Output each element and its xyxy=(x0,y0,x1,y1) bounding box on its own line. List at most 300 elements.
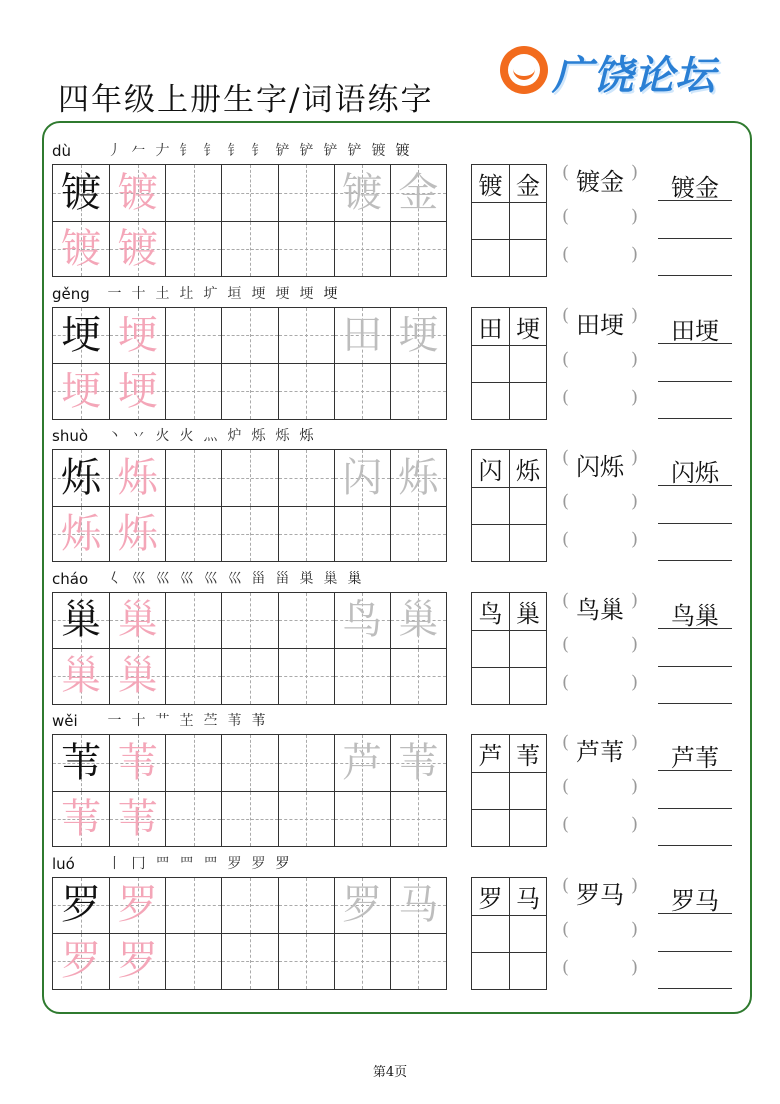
word-cell[interactable] xyxy=(472,878,509,915)
writing-cell[interactable] xyxy=(165,735,221,791)
writing-cell[interactable] xyxy=(390,593,446,649)
gray-char: 鸟 xyxy=(342,597,383,644)
word-cell[interactable] xyxy=(509,915,546,952)
writing-cell[interactable] xyxy=(53,735,109,791)
writing-cell[interactable] xyxy=(221,735,277,791)
stroke-step: 罒 xyxy=(155,855,170,872)
stroke-step: 巣 xyxy=(299,570,314,587)
stroke-step: 罗 xyxy=(227,855,242,872)
paren-text: 闪烁 xyxy=(576,453,624,481)
answer-word: 芦苇 xyxy=(671,744,719,772)
stroke-step: 十 xyxy=(131,285,146,302)
stroke-step: 巛 xyxy=(203,570,218,587)
word-char: 苇 xyxy=(516,742,540,770)
writing-cell[interactable] xyxy=(165,506,221,562)
open-paren: ( xyxy=(562,447,570,468)
writing-cell[interactable] xyxy=(53,363,109,419)
paren-text: 罗马 xyxy=(576,880,624,909)
writing-cell[interactable] xyxy=(334,221,390,277)
answer-line[interactable] xyxy=(658,808,732,809)
answer-word: 闪烁 xyxy=(671,459,719,487)
stroke-step: 丿 xyxy=(107,143,122,159)
stroke-step: 土 xyxy=(155,285,170,302)
close-paren: ) xyxy=(630,589,638,611)
word-cell[interactable] xyxy=(472,345,509,382)
open-paren: ( xyxy=(562,814,570,835)
word-cell[interactable] xyxy=(509,809,546,846)
writing-cell[interactable] xyxy=(109,735,165,791)
pinyin-label: luó xyxy=(52,854,75,873)
word-char: 马 xyxy=(516,884,540,913)
stroke-step: 灬 xyxy=(203,428,218,444)
writing-cell[interactable] xyxy=(221,933,277,989)
stroke-step: 一 xyxy=(107,713,122,729)
writing-cell[interactable] xyxy=(165,221,221,277)
stroke-order-line xyxy=(52,423,317,445)
answer-line[interactable] xyxy=(658,343,732,344)
stroke-step: 镀 xyxy=(371,143,386,159)
answer-line[interactable] xyxy=(658,275,732,276)
writing-cell[interactable] xyxy=(221,506,277,562)
word-cell[interactable] xyxy=(472,202,509,239)
answer-line[interactable] xyxy=(658,560,732,561)
writing-cell[interactable] xyxy=(334,878,390,934)
answer-line[interactable] xyxy=(658,951,732,952)
writing-cell[interactable] xyxy=(165,308,221,364)
writing-cell[interactable] xyxy=(278,735,334,791)
writing-cell[interactable] xyxy=(390,933,446,989)
writing-cell[interactable] xyxy=(109,648,165,704)
pinyin-label: cháo xyxy=(52,569,89,588)
stroke-step: 巛 xyxy=(155,570,170,587)
paren-text: 芦苇 xyxy=(576,738,624,766)
open-paren: ( xyxy=(562,874,570,896)
pinyin-label: dù xyxy=(52,142,72,160)
writing-cell[interactable] xyxy=(109,308,165,364)
writing-cell[interactable] xyxy=(390,791,446,847)
writing-cell[interactable] xyxy=(165,450,221,506)
trace-char: 罗 xyxy=(117,882,158,929)
stroke-order-line xyxy=(52,566,365,588)
writing-cell[interactable] xyxy=(53,506,109,562)
model-char: 罗 xyxy=(61,882,102,929)
word-char: 巢 xyxy=(516,599,540,628)
stroke-step: 铲 xyxy=(347,143,362,159)
stroke-step: 丨 xyxy=(107,855,122,872)
trace-char: 苇 xyxy=(117,795,158,842)
trace-char: 镀 xyxy=(61,225,102,272)
writing-cell[interactable] xyxy=(109,165,165,221)
word-char: 芦 xyxy=(478,742,503,770)
word-char: 鸟 xyxy=(478,599,503,628)
word-cell[interactable] xyxy=(509,487,546,524)
trace-char: 巢 xyxy=(61,653,102,700)
answer-line[interactable] xyxy=(658,666,732,667)
stroke-step: 埂 xyxy=(275,285,290,302)
writing-cell[interactable] xyxy=(221,878,277,934)
word-cell[interactable] xyxy=(509,450,546,487)
stroke-step: 埂 xyxy=(323,285,338,302)
writing-cell[interactable] xyxy=(109,221,165,277)
writing-cell[interactable] xyxy=(53,791,109,847)
writing-cell[interactable] xyxy=(390,363,446,419)
answer-line[interactable] xyxy=(658,418,732,419)
stroke-step: 铲 xyxy=(323,143,338,159)
stroke-order-line xyxy=(52,138,413,160)
writing-cell[interactable] xyxy=(334,933,390,989)
stroke-step: 铲 xyxy=(299,143,314,159)
writing-cell[interactable] xyxy=(334,593,390,649)
stroke-order-line xyxy=(52,281,341,303)
writing-cell[interactable] xyxy=(390,308,446,364)
stroke-sequence xyxy=(104,710,269,730)
writing-cell[interactable] xyxy=(334,450,390,506)
open-paren: ( xyxy=(562,491,570,512)
word-cell[interactable] xyxy=(472,308,509,345)
stroke-step: 圵 xyxy=(179,285,194,302)
open-paren: ( xyxy=(562,589,570,611)
writing-cell[interactable] xyxy=(334,308,390,364)
open-paren: ( xyxy=(562,671,570,693)
practice-grid xyxy=(52,307,447,420)
writing-cell[interactable] xyxy=(53,221,109,277)
answer-line[interactable] xyxy=(658,988,732,989)
stroke-step: 𠂉 xyxy=(131,143,146,159)
word-char: 罗 xyxy=(478,884,503,913)
stroke-step: 罗 xyxy=(251,855,266,872)
word-cell[interactable] xyxy=(472,667,509,704)
stroke-order-line xyxy=(52,708,269,730)
trace-char: 镀 xyxy=(117,169,158,216)
empty-paren-blank[interactable] xyxy=(562,776,638,797)
writing-cell[interactable] xyxy=(221,648,277,704)
word-cell[interactable] xyxy=(509,667,546,704)
word-cell[interactable] xyxy=(509,878,546,915)
empty-paren-blank[interactable] xyxy=(562,244,638,265)
word-cell[interactable] xyxy=(472,593,509,630)
gray-char: 芦 xyxy=(342,739,383,786)
writing-cell[interactable] xyxy=(278,221,334,277)
pinyin-label: shuò xyxy=(52,427,89,445)
writing-cell[interactable] xyxy=(221,593,277,649)
writing-cell[interactable] xyxy=(390,221,446,277)
answer-line[interactable] xyxy=(658,845,732,846)
trace-char: 罗 xyxy=(61,938,102,985)
writing-cell[interactable] xyxy=(221,308,277,364)
open-paren: ( xyxy=(562,633,570,655)
empty-paren-blank[interactable] xyxy=(562,957,638,978)
writing-cell[interactable] xyxy=(165,878,221,934)
close-paren: ) xyxy=(630,671,638,693)
writing-cell[interactable] xyxy=(390,648,446,704)
close-paren: ) xyxy=(630,162,638,183)
stroke-step: 炉 xyxy=(227,428,242,444)
writing-cell[interactable] xyxy=(390,450,446,506)
writing-cell[interactable] xyxy=(109,506,165,562)
word-cell[interactable] xyxy=(509,630,546,667)
word-grid xyxy=(471,592,547,705)
paren-text: 田埂 xyxy=(576,310,624,339)
word-grid xyxy=(471,734,547,847)
stroke-sequence xyxy=(104,425,317,445)
trace-char: 镀 xyxy=(117,225,158,272)
stroke-step: 钅 xyxy=(179,143,194,159)
empty-paren-blank[interactable] xyxy=(562,349,638,370)
writing-cell[interactable] xyxy=(221,450,277,506)
page-title: 四年级上册生字/词语练字 xyxy=(58,82,434,118)
paren-word xyxy=(562,875,638,910)
stroke-step: 𡿨 xyxy=(107,570,122,587)
writing-cell[interactable] xyxy=(278,648,334,704)
word-cell[interactable] xyxy=(472,735,509,772)
word-cell[interactable] xyxy=(472,952,509,989)
trace-char: 埂 xyxy=(61,368,102,415)
word-cell[interactable] xyxy=(509,382,546,419)
answer-line[interactable] xyxy=(658,770,732,771)
answer-line[interactable] xyxy=(658,238,732,239)
stroke-step: 十 xyxy=(131,713,146,729)
writing-cell[interactable] xyxy=(165,363,221,419)
trace-char: 罗 xyxy=(117,938,158,985)
open-paren: ( xyxy=(562,918,570,940)
writing-cell[interactable] xyxy=(221,221,277,277)
writing-cell[interactable] xyxy=(278,878,334,934)
word-cell[interactable] xyxy=(509,239,546,276)
model-char: 巢 xyxy=(61,597,102,644)
writing-cell[interactable] xyxy=(278,363,334,419)
writing-cell[interactable] xyxy=(221,791,277,847)
writing-cell[interactable] xyxy=(278,593,334,649)
trace-char: 埂 xyxy=(117,312,158,359)
trace-char: 烁 xyxy=(61,510,102,557)
page-number: 第4页 xyxy=(372,1065,408,1080)
paren-text: 镀金 xyxy=(576,168,624,196)
writing-cell[interactable] xyxy=(278,165,334,221)
answer-line[interactable] xyxy=(658,628,732,629)
gray-char: 罗 xyxy=(342,882,383,929)
stroke-step: 罒 xyxy=(179,855,194,872)
word-cell[interactable] xyxy=(509,593,546,630)
word-cell[interactable] xyxy=(472,487,509,524)
stroke-step: 甾 xyxy=(251,570,266,587)
gray-char: 巢 xyxy=(398,597,439,644)
word-cell[interactable] xyxy=(472,915,509,952)
answer-line[interactable] xyxy=(658,381,732,382)
stroke-step: 罗 xyxy=(275,855,290,872)
writing-cell[interactable] xyxy=(278,506,334,562)
empty-paren-blank[interactable] xyxy=(562,529,638,550)
answer-word: 罗马 xyxy=(671,886,719,915)
word-cell[interactable] xyxy=(472,165,509,202)
empty-paren-blank[interactable] xyxy=(562,672,638,693)
word-grid xyxy=(471,307,547,420)
close-paren: ) xyxy=(630,874,638,896)
writing-cell[interactable] xyxy=(334,648,390,704)
writing-cell[interactable] xyxy=(334,165,390,221)
writing-cell[interactable] xyxy=(334,363,390,419)
word-grid xyxy=(471,877,547,990)
gray-char: 田 xyxy=(342,312,383,359)
stroke-step: 艹 xyxy=(155,713,170,729)
close-paren: ) xyxy=(630,491,638,512)
writing-cell[interactable] xyxy=(334,735,390,791)
answer-line[interactable] xyxy=(658,913,732,914)
writing-cell[interactable] xyxy=(390,165,446,221)
answer-line[interactable] xyxy=(658,523,732,524)
writing-cell[interactable] xyxy=(334,506,390,562)
answer-line[interactable] xyxy=(658,485,732,486)
empty-paren-blank[interactable] xyxy=(562,634,638,655)
writing-cell[interactable] xyxy=(165,165,221,221)
stroke-sequence xyxy=(104,568,365,588)
writing-cell[interactable] xyxy=(278,791,334,847)
pinyin-label: gěng xyxy=(52,284,90,303)
stroke-step: 钅 xyxy=(251,143,266,159)
word-cell[interactable] xyxy=(472,772,509,809)
open-paren: ( xyxy=(562,348,570,370)
stroke-step: 𠂇 xyxy=(155,143,170,159)
practice-grid xyxy=(52,734,447,847)
writing-cell[interactable] xyxy=(278,450,334,506)
writing-cell[interactable] xyxy=(334,791,390,847)
writing-cell[interactable] xyxy=(109,791,165,847)
answer-word: 田埂 xyxy=(671,316,719,345)
word-cell[interactable] xyxy=(472,809,509,846)
answer-word: 镀金 xyxy=(671,174,719,202)
word-cell[interactable] xyxy=(509,165,546,202)
writing-cell[interactable] xyxy=(109,933,165,989)
writing-cell[interactable] xyxy=(53,165,109,221)
writing-cell[interactable] xyxy=(221,363,277,419)
open-paren: ( xyxy=(562,304,570,326)
gray-char: 镀 xyxy=(342,169,383,216)
writing-cell[interactable] xyxy=(390,878,446,934)
stroke-step: 钅 xyxy=(203,143,218,159)
word-cell[interactable] xyxy=(509,952,546,989)
writing-cell[interactable] xyxy=(53,593,109,649)
logo xyxy=(500,40,740,102)
paren-word xyxy=(562,162,638,197)
open-paren: ( xyxy=(562,956,570,978)
stroke-step: 巛 xyxy=(131,570,146,587)
trace-char: 烁 xyxy=(117,454,158,501)
writing-cell[interactable] xyxy=(165,791,221,847)
writing-cell[interactable] xyxy=(53,878,109,934)
empty-paren-blank[interactable] xyxy=(562,206,638,227)
close-paren: ) xyxy=(630,206,638,227)
word-cell[interactable] xyxy=(509,308,546,345)
close-paren: ) xyxy=(630,732,638,753)
trace-char: 巢 xyxy=(117,653,158,700)
smiley-logo-icon xyxy=(500,46,548,94)
word-char: 金 xyxy=(516,172,540,200)
trace-char: 苇 xyxy=(117,739,158,786)
writing-cell[interactable] xyxy=(390,735,446,791)
stroke-step: 巢 xyxy=(323,570,338,587)
model-char: 埂 xyxy=(61,312,102,359)
writing-cell[interactable] xyxy=(109,593,165,649)
word-char: 埂 xyxy=(516,314,540,343)
stroke-step: 巢 xyxy=(347,570,362,587)
writing-cell[interactable] xyxy=(165,648,221,704)
model-char: 镀 xyxy=(61,169,102,216)
pinyin-label: wěi xyxy=(52,712,78,730)
answer-line[interactable] xyxy=(658,200,732,201)
writing-cell[interactable] xyxy=(109,363,165,419)
writing-cell[interactable] xyxy=(165,933,221,989)
stroke-step: 烁 xyxy=(275,428,290,444)
stroke-step: 甾 xyxy=(275,570,290,587)
answer-word: 鸟巢 xyxy=(671,601,719,630)
paren-word xyxy=(562,590,638,625)
stroke-step: 巛 xyxy=(179,570,194,587)
stroke-step: 一 xyxy=(107,285,122,302)
trace-char: 埂 xyxy=(117,368,158,415)
stroke-step: 罒 xyxy=(203,855,218,872)
word-cell[interactable] xyxy=(509,524,546,561)
open-paren: ( xyxy=(562,386,570,408)
practice-grid xyxy=(52,592,447,705)
writing-cell[interactable] xyxy=(278,308,334,364)
word-cell[interactable] xyxy=(509,345,546,382)
word-cell[interactable] xyxy=(472,450,509,487)
stroke-step: 镀 xyxy=(395,143,410,159)
close-paren: ) xyxy=(630,776,638,797)
word-cell[interactable] xyxy=(472,239,509,276)
empty-paren-blank[interactable] xyxy=(562,491,638,512)
writing-cell[interactable] xyxy=(53,308,109,364)
close-paren: ) xyxy=(630,386,638,408)
paren-text: 鸟巢 xyxy=(576,595,624,624)
writing-cell[interactable] xyxy=(53,933,109,989)
logo-text: 广饶论坛 xyxy=(552,53,716,99)
word-cell[interactable] xyxy=(509,735,546,772)
writing-cell[interactable] xyxy=(109,878,165,934)
word-cell[interactable] xyxy=(509,202,546,239)
stroke-sequence xyxy=(104,853,293,873)
writing-cell[interactable] xyxy=(278,933,334,989)
word-char: 田 xyxy=(478,314,503,343)
word-char: 闪 xyxy=(478,457,503,485)
practice-grid xyxy=(52,877,447,990)
empty-paren-blank[interactable] xyxy=(562,387,638,408)
answer-line[interactable] xyxy=(658,703,732,704)
word-cell[interactable] xyxy=(509,772,546,809)
writing-cell[interactable] xyxy=(53,450,109,506)
word-cell[interactable] xyxy=(472,524,509,561)
model-char: 苇 xyxy=(61,739,102,786)
writing-cell[interactable] xyxy=(53,648,109,704)
open-paren: ( xyxy=(562,529,570,550)
writing-cell[interactable] xyxy=(109,450,165,506)
stroke-step: 芏 xyxy=(179,713,194,729)
gray-char: 马 xyxy=(398,882,439,929)
word-cell[interactable] xyxy=(472,630,509,667)
writing-cell[interactable] xyxy=(165,593,221,649)
gray-char: 埂 xyxy=(398,312,439,359)
paren-word xyxy=(562,305,638,340)
stroke-step: 埂 xyxy=(299,285,314,302)
stroke-step: 巛 xyxy=(227,570,242,587)
writing-cell[interactable] xyxy=(390,506,446,562)
empty-paren-blank[interactable] xyxy=(562,919,638,940)
empty-paren-blank[interactable] xyxy=(562,814,638,835)
stroke-step: 垣 xyxy=(227,285,242,302)
stroke-step: 火 xyxy=(155,428,170,444)
word-cell[interactable] xyxy=(472,382,509,419)
gray-char: 苇 xyxy=(398,739,439,786)
writing-cell[interactable] xyxy=(221,165,277,221)
